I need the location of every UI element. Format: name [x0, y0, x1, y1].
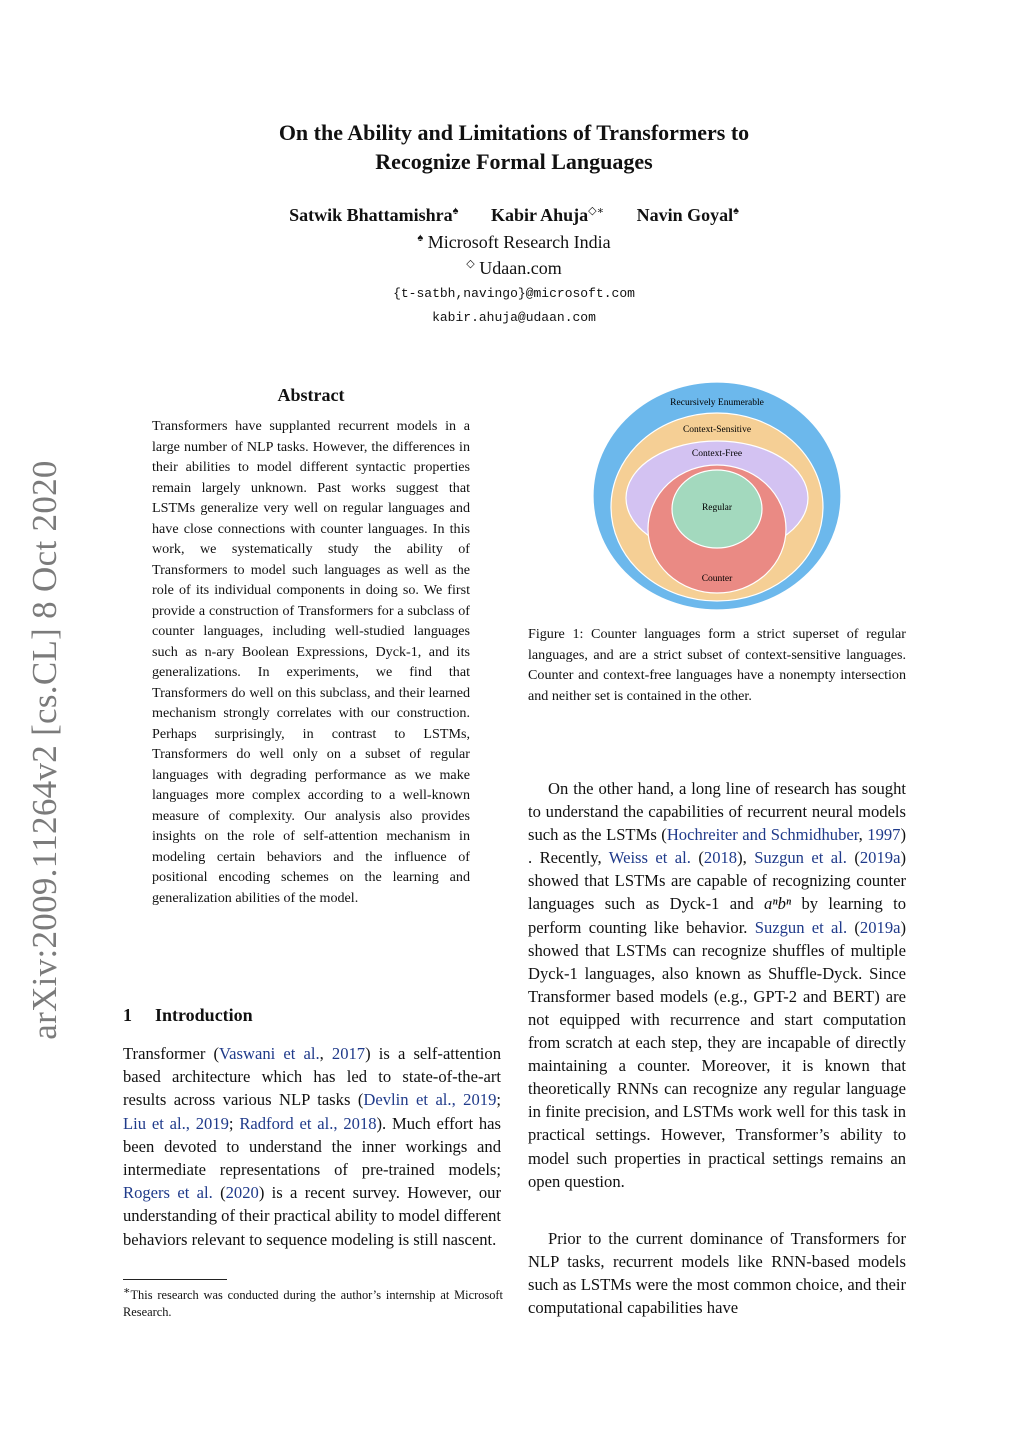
footnote: ∗This research was conducted during the author’s internship at Microsoft Research. [123, 1285, 503, 1320]
arxiv-side-stamp: arXiv:2009.11264v2 [cs.CL] 8 Oct 2020 [25, 460, 64, 1040]
email-line-2: kabir.ahuja@udaan.com [432, 310, 596, 325]
title-line-1: On the Ability and Limitations of Transformers to [278, 120, 750, 145]
citation-link[interactable]: Suzgun et al. [754, 848, 847, 868]
citation-link[interactable]: Radford et al., 2018 [239, 1113, 377, 1133]
citation-link[interactable]: Vaswani et al. [219, 1044, 320, 1063]
label-regular: Regular [701, 503, 733, 513]
title-line-2: Recognize Formal Languages [375, 149, 653, 174]
intro-paragraph-1: Transformer (Vaswani et al., 2017) is a self-attention based architecture which has led to state-of-the-art results across various NLP tasks (Devlin et al., 2019; Liu et al., 2019; Radford et al., 2018). Much effort has been devoted to understand the inner workings and intermediate representations of pre-trained models; Rogers et al. (2020) is a recent survey. However, our understanding of their practical ability to model different behaviors relevant to sequence modeling is still nascent. [123, 1044, 502, 1249]
paper-title [120, 118, 908, 176]
abstract-body: Transformers have supplanted recurrent models in a large number of NLP tasks. However, the differences in their abilities to model different syntactic properties remain largely unknown. Past works suggest that LSTMs generalize very well on regular languages and have close connections with counter languages. In this work, we systematically study the ability of Transformers to model such languages as well as the role of its individual components in doing so. We first provide a construction of Transformers for a subclass of counter languages, including well-studied languages such as n-ary Boolean Expressions, Dyck-1, and its generalizations. In experiments, we find that Transformers do well on this subclass, and their learned mechanism strongly correlates with our construction. Perhaps surprisingly, in contrast to LSTMs, Transformers do well only on a subset of regular languages with degrading performance as we make languages more complex according to a well-known measure of complexity. Our analysis also provides insights on the role of self-attention mechanism in modeling certain behaviors and the influence of positional encoding schemes on the learning and generalization abilities of the model. [152, 418, 470, 906]
citation-link[interactable]: 2017 [331, 1044, 366, 1063]
citation-link[interactable]: Rogers et al. [123, 1183, 213, 1203]
citation-link[interactable]: Hochreiter and Schmidhuber [666, 825, 859, 845]
right-paragraph-2: Prior to the current dominance of Transformers for NLP tasks, recurrent models like RNN-based models such as LSTMs were the most common choice, and their computational capabilities have [528, 1229, 906, 1318]
citation-link[interactable]: Devlin et al., 2019 [363, 1090, 497, 1110]
citation-link[interactable]: 2020 [225, 1183, 259, 1203]
citation-link[interactable]: 2019a [859, 848, 901, 868]
label-context-free: Context-Free [691, 449, 743, 459]
citation-link[interactable]: 2019a [859, 917, 901, 937]
citation-link[interactable]: 2018 [703, 848, 738, 868]
citation-link[interactable]: Suzgun et al. [754, 917, 848, 937]
affiliation-1: ♠ Microsoft Research India [417, 232, 611, 252]
math-anbn: aⁿbⁿ [764, 894, 792, 914]
right-paragraph-1: On the other hand, a long line of research has sought to understand the capabilities of recurrent neural models such as the LSTMs (Hochreiter and Schmidhuber, 1997) . Recently, Weiss et al. (2018), Suzgun et al. (2019a) showed that LSTMs are capable of recognizing counter languages such as Dyck-1 and aⁿbⁿ by learning to perform counting like behavior. Suzgun et al. (2019a) showed that LSTMs can recognize shuffles of multiple Dyck-1 languages, also known as Shuffle-Dyck. Since Transformer based models (e.g., GPT-2 and BERT) are not equipped with recurrence and start computation from scratch at each step, they are incapable of directly maintaining a counter. Moreover, it is known that theoretically RNNs can recognize any regular language in finite precision, and LSTMs work well for this task in practical settings. However, Transformer’s ability to model such properties in practical settings remains an open question. [528, 779, 907, 1191]
label-context-sensitive: Context-Sensitive [682, 425, 752, 435]
footnote-rule [123, 1279, 227, 1280]
email-line-1: {t-satbh,navingo}@microsoft.com [393, 286, 635, 301]
citation-link[interactable]: Liu et al., 2019 [123, 1113, 229, 1133]
author-1: Satwik Bhattamishra♠ [289, 205, 459, 225]
language-hierarchy-figure [592, 382, 842, 612]
section-heading-introduction: 1 Introduction [123, 1005, 253, 1025]
label-recursively-enumerable: Recursively Enumerable [670, 398, 764, 408]
label-counter: Counter [701, 574, 733, 584]
affiliation-2: ◇ Udaan.com [466, 258, 562, 278]
author-2: Kabir Ahuja◇∗ [490, 205, 605, 225]
author-list [120, 204, 908, 226]
author-3: Navin Goyal♠ [636, 205, 739, 225]
figure-caption: Figure 1: Counter languages form a strict superset of regular languages, and are a strict subset of context-sensitive languages. Counter and context-free languages have a nonempty intersection and neither set is contained in the other. [528, 626, 906, 704]
abstract-heading: Abstract [277, 385, 345, 405]
citation-link[interactable]: 1997 [867, 825, 901, 845]
citation-link[interactable]: Weiss et al. [608, 848, 691, 868]
